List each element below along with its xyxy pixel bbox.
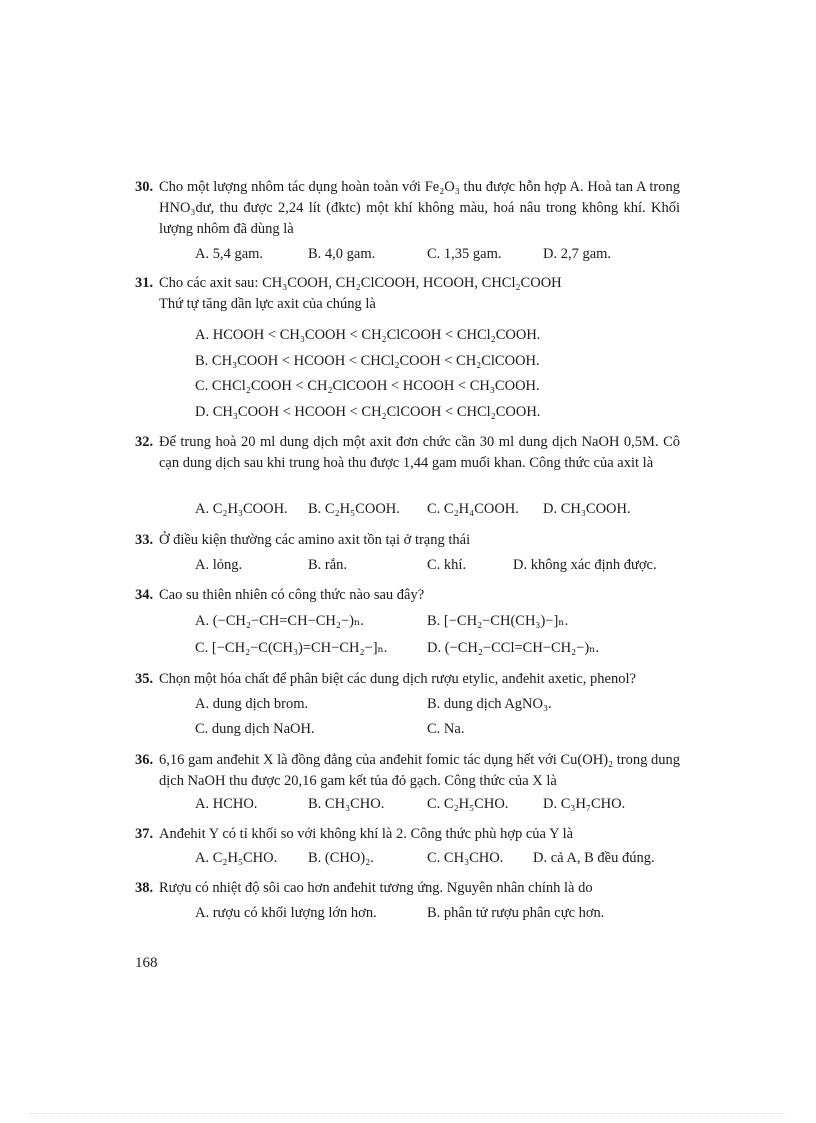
option-c: C. khí. [427,557,467,573]
question-text: Cao su thiên nhiên có công thức nào sau đây? [159,587,425,603]
question-text: 6,16 gam anđehit X là đồng đẳng của anđehit fomic tác dụng hết với Cu(OH)₂ trong dung dịch NaOH thu được 20,16 gam kết tủa đỏ gạch. Công thức của X là [159,752,680,789]
option-c: C. CH₃CHO. [427,850,504,866]
option-a: A. HCHO. [195,796,258,812]
option-c: C. dung dịch NaOH. [195,721,315,737]
question-text: Cho các axit sau: CH₃COOH, CH₂ClCOOH, HCOOH, CHCl₂COOH [159,275,562,291]
page-bottom-divider [30,1113,786,1114]
option-a: A. (−CH₂−CH=CH−CH₂−)ₙ. [195,613,364,629]
option-a: A. HCOOH < CH₃COOH < CH₂ClCOOH < CHCl₂COOH. [195,327,541,343]
option-c: C. CHCl₂COOH < CH₂ClCOOH < HCOOH < CH₃COOH. [195,378,540,394]
question-text: Anđehit Y có tỉ khối so với không khí là 2. Công thức phù hợp của Y là [159,826,574,842]
question-number: 35. [135,671,154,687]
option-a: A. dung dịch brom. [195,696,309,712]
question-number: 31. [135,275,154,291]
option-c: C. C₂H₄COOH. [427,501,519,517]
question-number: 34. [135,587,154,603]
option-d: C. Na. [427,721,465,737]
options-35-row1 [195,696,695,717]
option-d: D. 2,7 gam. [543,246,612,262]
option-b: B. dung dịch AgNO₃. [427,696,552,712]
option-b: B. 4,0 gam. [308,246,376,262]
option-b: B. C₂H₅COOH. [308,501,400,517]
question-32 [135,432,680,474]
question-31 [135,273,680,315]
options-38 [195,905,695,926]
option-d: D. cả A, B đều đúng. [533,850,655,866]
option-b: B. phân tử rượu phân cực hơn. [427,905,605,921]
question-36 [135,750,680,792]
question-number: 36. [135,752,154,768]
question-text: Cho một lượng nhôm tác dụng hoàn toàn với Fe₂O₃ thu được hỗn hợp A. Hoà tan A trong HNO₃dư, thu được 2,24 lít (đktc) một khí không màu, hoá nâu trong không khí. Khối lượng nhôm đã dùng là [159,179,680,237]
question-text: Chọn một hóa chất để phân biệt các dung dịch rượu etylic, anđehit axetic, phenol? [159,671,636,687]
options-34-row2 [195,640,695,661]
option-c: C. [−CH₂−C(CH₃)=CH−CH₂−]ₙ. [195,640,388,656]
question-number: 32. [135,434,154,450]
options-33 [195,557,695,578]
option-a: A. rượu có khối lượng lớn hơn. [195,905,377,921]
option-b: B. rắn. [308,557,348,573]
option-a: A. 5,4 gam. [195,246,264,262]
option-d: D. C₃H₇CHO. [543,796,626,812]
option-d: D. không xác định được. [513,557,657,573]
question-text: Để trung hoà 20 ml dung dịch một axit đơn chức cần 30 ml dung dịch NaOH 0,5M. Cô cạn dung dịch sau khi trung hoà thu được 1,44 gam muối khan. Công thức của axit là [159,434,680,471]
question-text: Ở điều kiện thường các amino axit tồn tại ở trạng thái [159,532,471,548]
question-number: 33. [135,532,154,548]
question-38 [135,878,680,899]
question-text: Rượu có nhiệt độ sôi cao hơn anđehit tương ứng. Nguyên nhân chính là do [159,880,593,896]
question-34 [135,585,680,606]
question-35 [135,669,680,690]
option-c: C. C₂H₅CHO. [427,796,509,812]
option-b: B. CH₃COOH < HCOOH < CHCl₂COOH < CH₂ClCOOH. [195,353,540,369]
options-34-row1 [195,613,695,634]
question-30 [135,177,680,240]
option-c: C. 1,35 gam. [427,246,502,262]
options-36 [195,796,695,817]
option-d: D. (−CH₂−CCl=CH−CH₂−)ₙ. [427,640,600,656]
options-30 [195,246,695,267]
question-37 [135,824,680,845]
question-subtext: Thứ tự tăng dần lực axit của chúng là [159,296,376,312]
option-b: B. CH₃CHO. [308,796,385,812]
options-35-row2 [195,721,695,742]
option-b: B. (CHO)₂. [308,850,374,866]
options-37 [195,850,695,871]
question-number: 37. [135,826,154,842]
option-a: A. C₂H₃COOH. [195,501,288,517]
options-32 [195,501,695,522]
page-number: 168 [135,955,158,971]
option-a: A. C₂H₅CHO. [195,850,278,866]
option-d: D. CH₃COOH < HCOOH < CH₂ClCOOH < CHCl₂COOH. [195,404,541,420]
option-a: A. lỏng. [195,557,243,573]
option-b: B. [−CH₂−CH(CH₃)−]ₙ. [427,613,569,629]
question-number: 38. [135,880,154,896]
option-d: D. CH₃COOH. [543,501,631,517]
question-number: 30. [135,179,154,195]
question-33 [135,530,680,551]
